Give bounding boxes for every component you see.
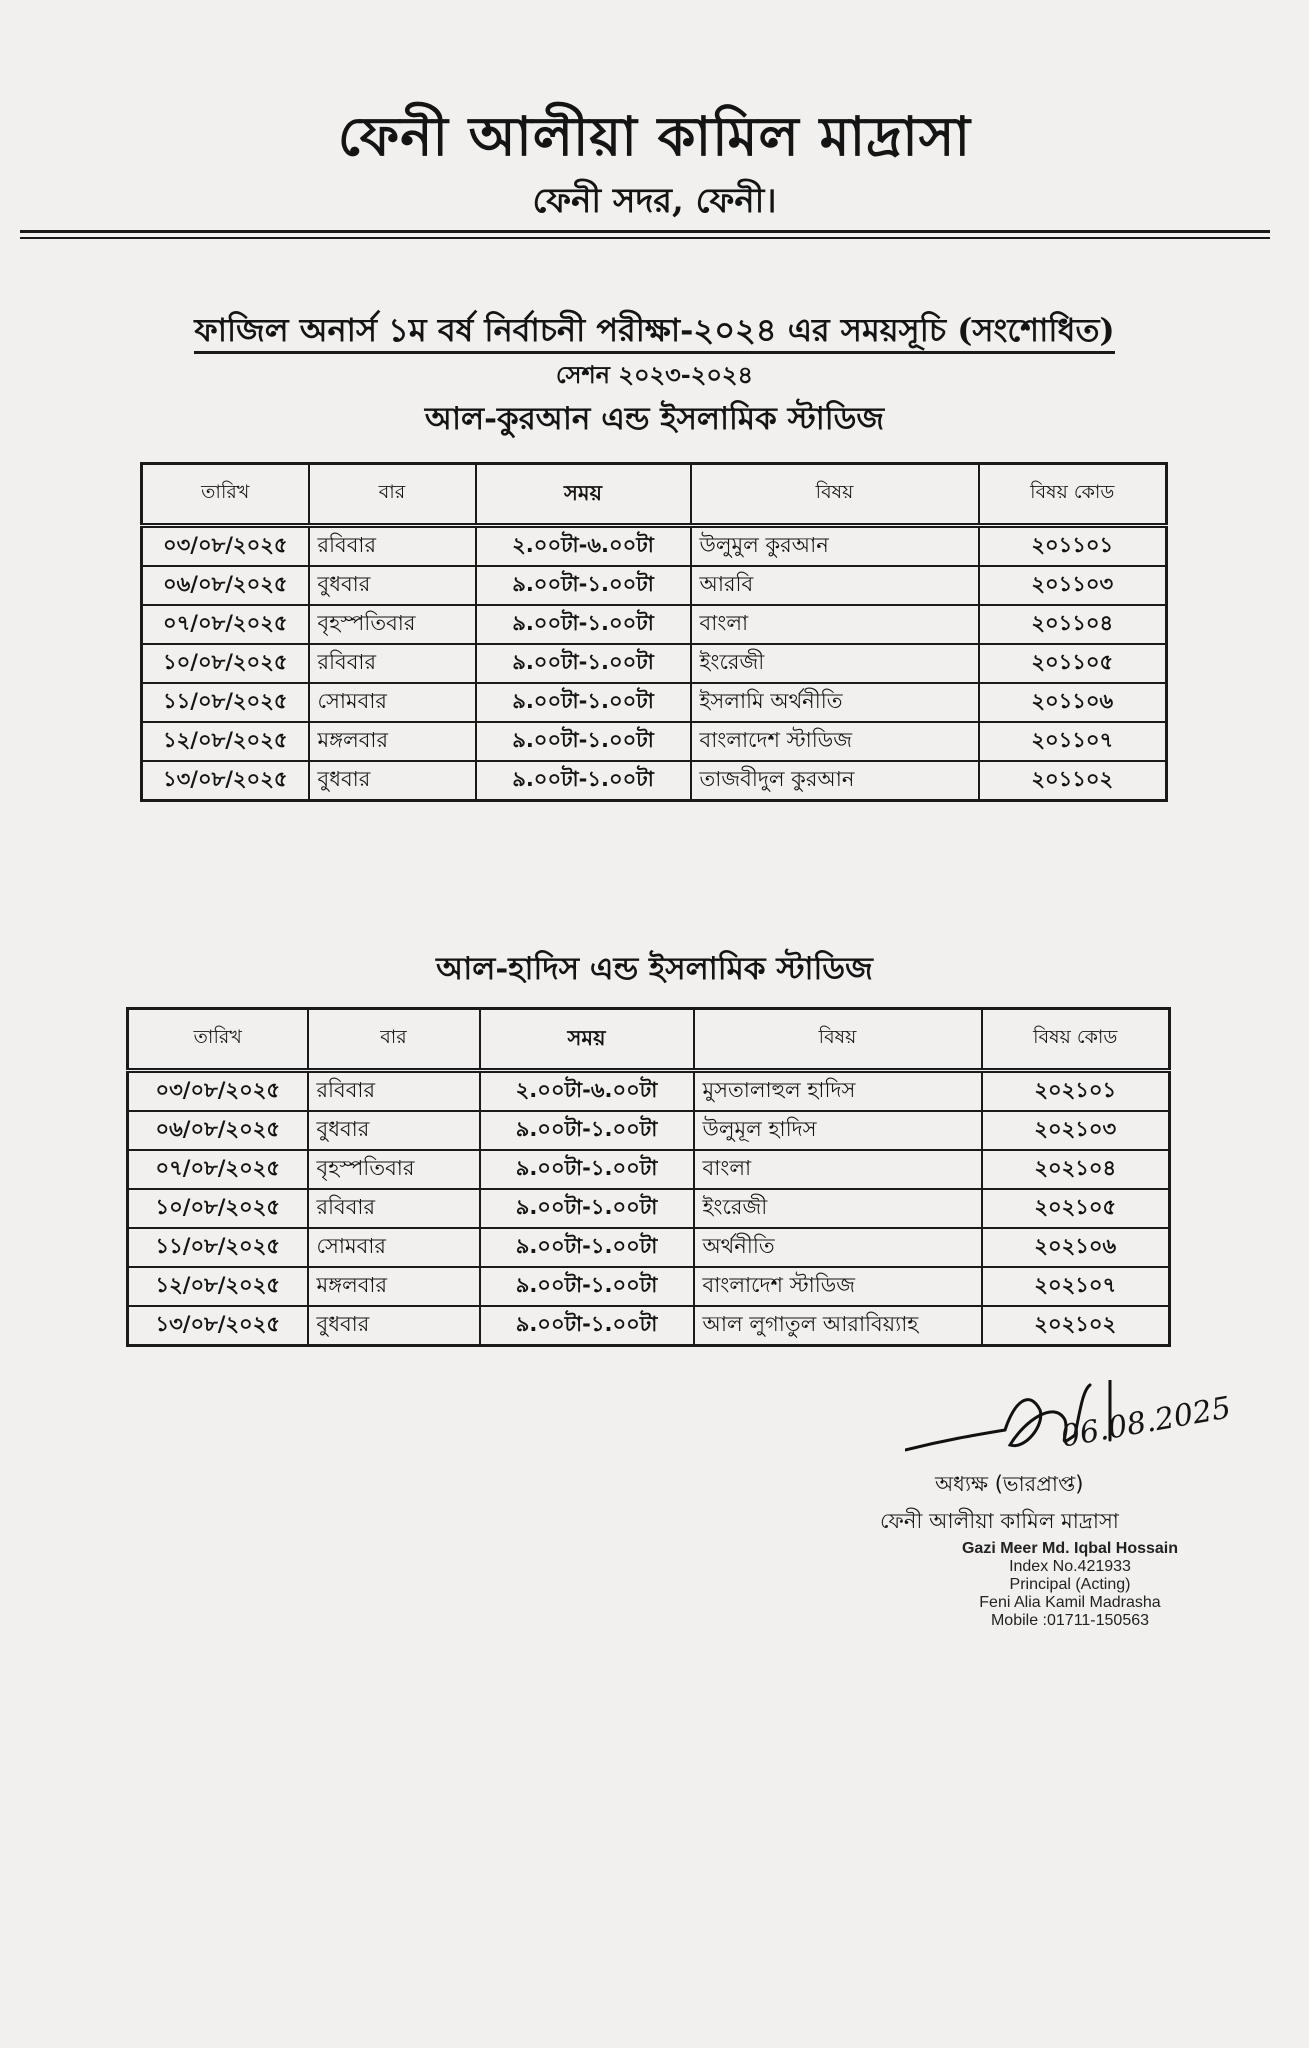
column-header-code: বিষয় কোড — [979, 464, 1167, 526]
cell-code: ২০১১০৩ — [979, 566, 1167, 605]
cell-date: ০৬/০৮/২০২৫ — [128, 1111, 308, 1150]
cell-subject: আল লুগাতুল আরাবিয়্যাহ — [694, 1306, 982, 1346]
cell-time: ৯.০০টা-১.০০টা — [480, 1267, 694, 1306]
cell-subject: উলুমূল হাদিস — [694, 1111, 982, 1150]
column-header-day: বার — [309, 464, 476, 526]
column-header-time: সময় — [480, 1009, 694, 1071]
cell-code: ২০২১০৭ — [982, 1267, 1170, 1306]
column-header-subject: বিষয় — [691, 464, 979, 526]
cell-subject: বাংলা — [694, 1150, 982, 1189]
cell-day: বৃহস্পতিবার — [308, 1150, 480, 1189]
cell-day: বুধবার — [308, 1306, 480, 1346]
seal-line: Index No.421933 — [1009, 1558, 1131, 1575]
seal-line: Mobile :01711-150563 — [990, 1612, 1150, 1629]
header-rule — [20, 230, 1270, 233]
principal-seal — [950, 1540, 1190, 1630]
cell-time: ৯.০০টা-১.০০টা — [476, 761, 691, 801]
cell-date: ১২/০৮/২০২৫ — [142, 722, 309, 761]
cell-time: ৯.০০টা-১.০০টা — [476, 722, 691, 761]
column-header-code: বিষয় কোড — [982, 1009, 1170, 1071]
cell-day: বুধবার — [309, 566, 476, 605]
cell-day: বুধবার — [309, 761, 476, 801]
cell-code: ২০২১০৫ — [982, 1189, 1170, 1228]
cell-code: ২০১১০১ — [979, 526, 1167, 567]
institution-header — [0, 95, 1309, 185]
cell-code: ২০১১০৫ — [979, 644, 1167, 683]
cell-subject: বাংলাদেশ স্টাডিজ — [694, 1267, 982, 1306]
column-header-day: বার — [308, 1009, 480, 1071]
table-row — [128, 1306, 1170, 1346]
section-title-quran: আল-কুরআন এন্ড ইসলামিক স্টাডিজ — [424, 401, 885, 437]
column-header-date: তারিখ — [142, 464, 309, 526]
cell-time: ২.০০টা-৬.০০টা — [476, 526, 691, 567]
cell-code: ২০২১০৪ — [982, 1150, 1170, 1189]
header-rule — [20, 237, 1270, 239]
table-body — [128, 1071, 1170, 1346]
cell-date: ১৩/০৮/২০২৫ — [128, 1306, 308, 1346]
cell-subject: আরবি — [691, 566, 979, 605]
table-header-row — [142, 464, 1167, 526]
seal-line: Gazi Meer Md. Iqbal Hossain — [961, 1540, 1179, 1557]
cell-subject: তাজবীদুল কুরআন — [691, 761, 979, 801]
cell-time: ৯.০০টা-১.০০টা — [480, 1189, 694, 1228]
schedule-table-hadith — [126, 1007, 1171, 1347]
cell-time: ৯.০০টা-১.০০টা — [480, 1306, 694, 1346]
cell-date: ১৩/০৮/২০২৫ — [142, 761, 309, 801]
cell-time: ২.০০টা-৬.০০টা — [480, 1071, 694, 1112]
column-header-date: তারিখ — [128, 1009, 308, 1071]
cell-day: সোমবার — [308, 1228, 480, 1267]
cell-subject: অর্থনীতি — [694, 1228, 982, 1267]
cell-date: ০৩/০৮/২০২৫ — [142, 526, 309, 567]
column-header-time: সময় — [476, 464, 691, 526]
cell-day: রবিবার — [308, 1071, 480, 1112]
table-row — [128, 1150, 1170, 1189]
session-label: সেশন ২০২৩-২০২৪ — [555, 360, 754, 389]
column-header-subject: বিষয় — [694, 1009, 982, 1071]
cell-code: ২০১১০৪ — [979, 605, 1167, 644]
cell-date: ১১/০৮/২০২৫ — [128, 1228, 308, 1267]
cell-code: ২০২১০১ — [982, 1071, 1170, 1112]
cell-date: ০৭/০৮/২০২৫ — [128, 1150, 308, 1189]
table-body — [142, 526, 1167, 801]
cell-code: ২০২১০৩ — [982, 1111, 1170, 1150]
section-title-hadith: আল-হাদিস এন্ড ইসলামিক স্টাডিজ — [436, 951, 873, 987]
cell-day: রবিবার — [308, 1189, 480, 1228]
cell-time: ৯.০০টা-১.০০টা — [480, 1228, 694, 1267]
exam-title — [0, 305, 1309, 359]
cell-day: বুধবার — [308, 1111, 480, 1150]
signatory-designation: অধ্যক্ষ (ভারপ্রাপ্ত) — [935, 1472, 1084, 1496]
cell-code: ২০১১০৭ — [979, 722, 1167, 761]
cell-subject: উলুমুল কুরআন — [691, 526, 979, 567]
cell-day: বৃহস্পতিবার — [309, 605, 476, 644]
cell-subject: ইসলামি অর্থনীতি — [691, 683, 979, 722]
table-row — [142, 761, 1167, 801]
table-row — [142, 722, 1167, 761]
table-row — [142, 526, 1167, 567]
cell-subject: বাংলাদেশ স্টাডিজ — [691, 722, 979, 761]
cell-time: ৯.০০টা-১.০০টা — [476, 566, 691, 605]
signature-date: 06.08.2025 — [1058, 1390, 1234, 1455]
exam-title-text: ফাজিল অনার্স ১ম বর্ষ নির্বাচনী পরীক্ষা-২০২৪ এর সময়সূচি (সংশোধিত) — [194, 311, 1114, 354]
table-row — [128, 1267, 1170, 1306]
table-row — [142, 566, 1167, 605]
cell-subject: মুসতালাহুল হাদিস — [694, 1071, 982, 1112]
cell-code: ২০১১০৬ — [979, 683, 1167, 722]
institution-name: ফেনী আলীয়া কামিল মাদ্রাসা — [337, 104, 972, 168]
seal-line: Principal (Acting) — [1009, 1576, 1131, 1593]
institution-address: ফেনী সদর, ফেনী। — [532, 181, 777, 221]
cell-date: ০৩/০৮/২০২৫ — [128, 1071, 308, 1112]
seal-line: Feni Alia Kamil Madrasha — [979, 1594, 1161, 1611]
cell-time: ৯.০০টা-১.০০টা — [480, 1111, 694, 1150]
cell-day: রবিবার — [309, 644, 476, 683]
cell-time: ৯.০০টা-১.০০টা — [476, 644, 691, 683]
signatory-institution: ফেনী আলীয়া কামিল মাদ্রাসা — [880, 1509, 1119, 1533]
table-row — [128, 1071, 1170, 1112]
table-header-row — [128, 1009, 1170, 1071]
cell-subject: ইংরেজী — [694, 1189, 982, 1228]
cell-subject: বাংলা — [691, 605, 979, 644]
cell-subject: ইংরেজী — [691, 644, 979, 683]
cell-code: ২০১১০২ — [979, 761, 1167, 801]
cell-day: সোমবার — [309, 683, 476, 722]
cell-time: ৯.০০টা-১.০০টা — [476, 605, 691, 644]
cell-date: ১১/০৮/২০২৫ — [142, 683, 309, 722]
cell-date: ১০/০৮/২০২৫ — [142, 644, 309, 683]
cell-day: মঙ্গলবার — [308, 1267, 480, 1306]
cell-date: ০৬/০৮/২০২৫ — [142, 566, 309, 605]
cell-code: ২০২১০৬ — [982, 1228, 1170, 1267]
cell-time: ৯.০০টা-১.০০টা — [476, 683, 691, 722]
cell-time: ৯.০০টা-১.০০টা — [480, 1150, 694, 1189]
table-row — [128, 1111, 1170, 1150]
cell-date: ১২/০৮/২০২৫ — [128, 1267, 308, 1306]
cell-date: ০৭/০৮/২০২৫ — [142, 605, 309, 644]
cell-code: ২০২১০২ — [982, 1306, 1170, 1346]
schedule-table-quran — [140, 462, 1168, 802]
table-row — [142, 605, 1167, 644]
table-row — [128, 1189, 1170, 1228]
cell-date: ১০/০৮/২০২৫ — [128, 1189, 308, 1228]
table-row — [142, 683, 1167, 722]
table-row — [128, 1228, 1170, 1267]
cell-day: রবিবার — [309, 526, 476, 567]
cell-day: মঙ্গলবার — [309, 722, 476, 761]
table-row — [142, 644, 1167, 683]
